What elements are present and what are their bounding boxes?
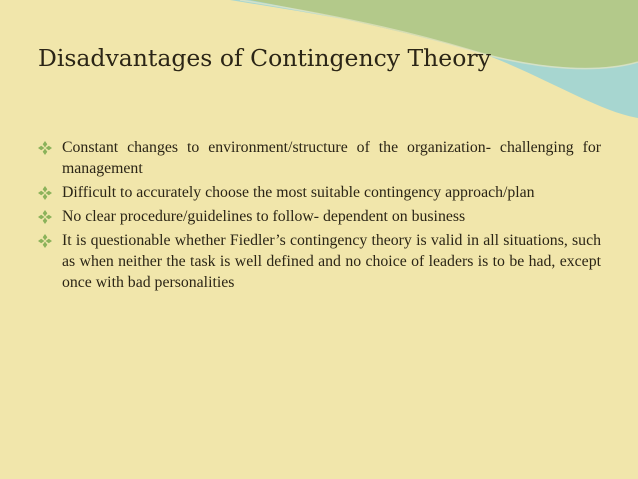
bullet-item <box>38 206 601 227</box>
bullet-text: No clear procedure/guidelines to follow- dependent on business <box>62 208 466 225</box>
bullet-list <box>38 137 601 296</box>
four-diamond-bullet-icon <box>38 210 52 224</box>
slide-title: Disadvantages of Contingency Theory <box>38 44 491 72</box>
bullet-item <box>38 137 601 179</box>
four-diamond-bullet-icon <box>38 141 52 155</box>
bullet-text: It is questionable whether Fiedler’s contingency theory is valid in all situations, such as when neither the task is well defined and no choice of leaders is to be had, except once with bad personalities <box>62 232 601 291</box>
four-diamond-bullet-icon <box>38 186 52 200</box>
four-diamond-bullet-icon <box>38 234 52 248</box>
bullet-text: Difficult to accurately choose the most suitable contingency approach/plan <box>62 184 535 201</box>
bullet-item <box>38 182 601 203</box>
bullet-text: Constant changes to environment/structure of the organization- challenging for management <box>62 139 601 177</box>
bullet-item <box>38 230 601 293</box>
